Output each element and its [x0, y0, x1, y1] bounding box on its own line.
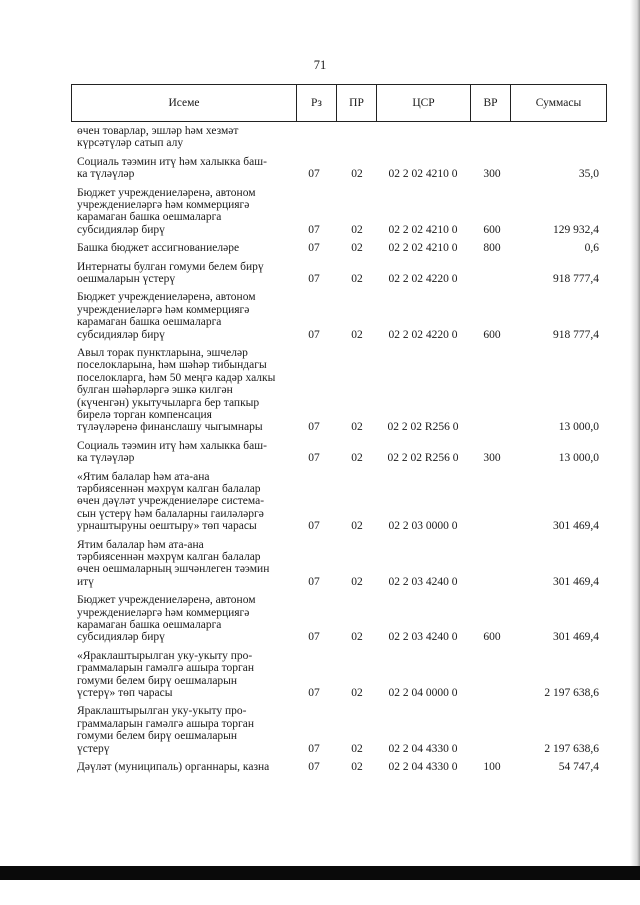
row-name-line: граммаларын гамәлгә ашыра торган: [77, 717, 255, 730]
row-rz: 07: [308, 742, 320, 755]
row-sum: 0,6: [584, 242, 599, 255]
row-sum: 2 197 638,6: [544, 742, 599, 755]
row-sum: 301 469,4: [553, 631, 599, 644]
row-name-line: өчен дәүләт учреждениеләре системa-: [77, 495, 265, 508]
row-name-line: бирелә торган компенсация: [77, 409, 212, 421]
row-vr: 600: [483, 223, 501, 236]
row-name-line: Бюджет учреждениеләренә, автоном: [77, 291, 256, 304]
row-name-line: Ятим балалар һәм ата-ана: [77, 538, 204, 551]
row-csr: 02 2 02 4210 0: [388, 223, 458, 236]
header-pr: ПР: [336, 85, 376, 121]
row-pr: 02: [351, 272, 363, 285]
table-row: [0, 705, 640, 755]
row-name-line: Авыл торак пунктларына, эшчеләр: [77, 347, 248, 359]
row-name-line: өчен товарлар, эшләр һәм хезмәт: [77, 125, 239, 137]
row-pr: 02: [351, 242, 363, 255]
header-vr: ВР: [470, 85, 510, 121]
scan-edge: [630, 0, 640, 880]
row-name-line: «Яраклаштырылган уку-укыту про-: [77, 649, 253, 662]
row-name-line: карамаган башка оешмаларга: [77, 618, 222, 631]
table-row: [0, 440, 640, 465]
row-name-line: ка түләүләр: [77, 452, 135, 465]
row-name-line: Социаль тәэмин итү һәм халыкка баш-: [77, 155, 267, 168]
row-rz: 07: [308, 575, 320, 588]
row-rz: 07: [308, 272, 320, 285]
row-name-line: учреждениеләргә һәм коммерциягә: [77, 303, 250, 316]
row-name-line: оешмаларын үстерү: [77, 272, 176, 285]
row-csr: 02 2 04 0000 0: [388, 686, 458, 699]
scan-bottom-bar: [0, 866, 640, 880]
row-name-line: гомуми белем бирү оешмаларын: [77, 730, 238, 743]
row-name-line: граммаларын гамәлгә ашыра торган: [77, 662, 255, 675]
row-sum: 35,0: [578, 168, 599, 181]
row-vr: 300: [483, 168, 501, 181]
row-csr: 02 2 02 4220 0: [388, 328, 458, 341]
header-csr: ЦСР: [376, 85, 470, 121]
row-vr: 800: [483, 242, 501, 255]
row-name-line: субсидияләр бирү: [77, 328, 165, 341]
row-sum: 918 777,4: [553, 328, 599, 341]
row-name-line: тәрбиясеннән мәхрүм калган балалар: [77, 550, 261, 563]
row-name-line: Башка бюджет ассигнованиеләре: [77, 242, 240, 255]
row-pr: 02: [351, 421, 363, 434]
table-row: [0, 125, 640, 150]
table-row: [0, 242, 640, 254]
row-rz: 07: [308, 421, 320, 434]
row-sum: 13 000,0: [558, 452, 599, 465]
row-rz: 07: [308, 223, 320, 236]
row-csr: 02 2 04 4330 0: [388, 761, 458, 773]
table-row: [0, 539, 640, 589]
row-name-line: Интернаты булган гомуми белем бирү: [77, 260, 264, 273]
row-rz: 07: [308, 452, 320, 465]
row-name-line: Социаль тәэмин итү һәм халыкка баш-: [77, 439, 267, 452]
row-name-line: Бюджет учреждениеләренә, автоном: [77, 594, 256, 607]
row-sum: 918 777,4: [553, 272, 599, 285]
row-pr: 02: [351, 223, 363, 236]
row-name-line: гомуми белем бирү оешмаларын: [77, 674, 238, 687]
row-rz: 07: [308, 242, 320, 255]
row-csr: 02 2 02 4210 0: [388, 168, 458, 181]
row-rz: 07: [308, 328, 320, 341]
row-csr: 02 2 03 4240 0: [388, 575, 458, 588]
row-name-line: үстерү» төп чарасы: [77, 686, 173, 699]
row-csr: 02 2 02 R256 0: [387, 452, 459, 465]
row-sum: 13 000,0: [558, 421, 599, 434]
row-csr: 02 2 02 4210 0: [388, 242, 458, 255]
header-sum: Суммасы: [510, 85, 606, 121]
table-row: [0, 347, 640, 434]
header-rz: Рз: [296, 85, 336, 121]
row-name-line: күрсәтүләр сатып алу: [77, 137, 184, 150]
row-name-line: сын үстерү һәм балаларны гаиләләргә: [77, 507, 264, 520]
table-row: [0, 594, 640, 644]
row-pr: 02: [351, 520, 363, 533]
row-rz: 07: [308, 761, 320, 773]
row-name-line: түләүләренә финанслашу чыгымнары: [77, 421, 263, 434]
row-sum: 54 747,4: [558, 761, 599, 773]
row-pr: 02: [351, 452, 363, 465]
row-sum: 301 469,4: [553, 520, 599, 533]
row-name-line: өчен оешмаларның эшчәнлеген тәэмин: [77, 563, 270, 576]
row-csr: 02 2 03 4240 0: [388, 631, 458, 644]
row-name-line: булган шәһәрләргә эшкә килгән: [77, 384, 233, 397]
row-name-line: поселокларына, һәм шәһәр тибындагы: [77, 359, 267, 372]
row-name-line: Бюджет учреждениеләренә, автоном: [77, 186, 256, 199]
row-rz: 07: [308, 631, 320, 644]
table-row: [0, 761, 640, 773]
row-pr: 02: [351, 575, 363, 588]
row-pr: 02: [351, 742, 363, 755]
row-name-line: тәрбиясеннән мәхрүм калган балалар: [77, 482, 261, 495]
row-pr: 02: [351, 328, 363, 341]
row-rz: 07: [308, 520, 320, 533]
row-name-line: итү: [77, 575, 94, 588]
row-name-line: учреждениеләргә һәм коммерциягә: [77, 198, 250, 211]
row-csr: 02 2 02 R256 0: [387, 421, 459, 434]
row-name-line: субсидияләр бирү: [77, 223, 165, 236]
row-sum: 129 932,4: [553, 223, 599, 236]
row-vr: 300: [483, 452, 501, 465]
row-name-line: «Ятим балалар һәм ата-ана: [77, 470, 210, 483]
row-csr: 02 2 02 4220 0: [388, 272, 458, 285]
row-sum: 2 197 638,6: [544, 686, 599, 699]
row-name-line: Яраклаштырылган уку-укыту про-: [77, 705, 247, 718]
table-row: [0, 156, 640, 181]
row-name-line: поселокларга, һәм 50 меңгә кадәр халкы: [77, 371, 276, 384]
row-rz: 07: [308, 168, 320, 181]
row-name-line: (күченгән) укытучыларга бер тапкыр: [77, 396, 260, 409]
row-pr: 02: [351, 686, 363, 699]
row-pr: 02: [351, 168, 363, 181]
row-name-line: үстерү: [77, 742, 110, 755]
header-name: Исеме: [168, 97, 200, 109]
row-sum: 301 469,4: [553, 575, 599, 588]
row-pr: 02: [351, 761, 363, 773]
page-number: 71: [313, 58, 327, 72]
row-vr: 100: [483, 761, 501, 773]
table-header: [71, 84, 607, 122]
table-row: [0, 291, 640, 341]
row-name-line: урнаштыруны оештыру» төп чарасы: [77, 520, 257, 533]
row-name-line: субсидияләр бирү: [77, 631, 165, 644]
row-name-line: учреждениеләргә һәм коммерциягә: [77, 606, 250, 619]
table-row: [0, 471, 640, 533]
row-name-line: карамаган башка оешмаларга: [77, 211, 222, 224]
table-row: [0, 187, 640, 237]
row-csr: 02 2 04 4330 0: [388, 742, 458, 755]
row-name-line: ка түләүләр: [77, 168, 135, 181]
row-name-line: карамаган башка оешмаларга: [77, 316, 222, 329]
table-row: [0, 650, 640, 700]
row-vr: 600: [483, 631, 501, 644]
table-row: [0, 261, 640, 286]
row-csr: 02 2 03 0000 0: [388, 520, 458, 533]
row-name-line: Дәүләт (муниципаль) органнары, казна: [77, 761, 270, 773]
row-vr: 600: [483, 328, 501, 341]
row-rz: 07: [308, 686, 320, 699]
row-pr: 02: [351, 631, 363, 644]
